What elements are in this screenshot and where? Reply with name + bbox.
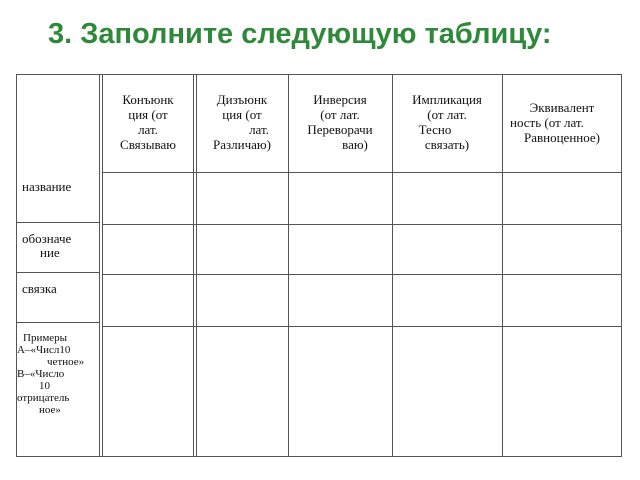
table-col-divider (193, 74, 194, 457)
table-cell[interactable] (197, 225, 288, 274)
table-cell[interactable] (393, 327, 502, 456)
column-header-equivalence: Эквивалент ность (от лат. Равноценное) (510, 100, 600, 145)
table-cell[interactable] (103, 327, 193, 456)
column-header-inversion: Инверсия (от лат. Переворачи ваю) (307, 92, 373, 152)
page-title: 3. Заполните следующую таблицу: (48, 18, 552, 50)
row-label-name: название (22, 179, 72, 194)
table-cell[interactable] (503, 275, 621, 326)
table-border-bottom (16, 456, 622, 457)
table-cell[interactable] (393, 225, 502, 274)
table-cell[interactable] (103, 173, 193, 224)
row-label-notation: обозначе ние (22, 231, 72, 260)
table-cell[interactable] (289, 275, 392, 326)
table-cell[interactable] (289, 327, 392, 456)
table-cell[interactable] (197, 173, 288, 224)
table-cell[interactable] (197, 327, 288, 456)
table-cell[interactable] (197, 275, 288, 326)
table-cell[interactable] (103, 275, 193, 326)
table-border-right (621, 74, 622, 457)
column-header-disjunction: Дизъюнк ция (от лат. Различаю) (213, 92, 271, 152)
table-cell[interactable] (503, 327, 621, 456)
table-border-top (16, 74, 622, 75)
table-cell[interactable] (393, 173, 502, 224)
row-label-connective: связка (22, 281, 57, 296)
table-cell[interactable] (503, 173, 621, 224)
table-row-divider (16, 272, 100, 273)
table-cell[interactable] (503, 225, 621, 274)
column-header-conjunction: Конъюнк ция (от лат. Связываю (120, 92, 176, 152)
table-cell[interactable] (289, 173, 392, 224)
table-cell[interactable] (393, 275, 502, 326)
column-header-implication: Импликация (от лат. Тесно связать) (412, 92, 482, 152)
row-label-examples: Примеры А–«Числ10 четное» В–«Число 10 отрицатель ное» (17, 332, 85, 416)
table-col-divider (99, 74, 100, 457)
table-row-divider (16, 322, 100, 323)
table-cell[interactable] (103, 225, 193, 274)
table-cell[interactable] (289, 225, 392, 274)
table-row-divider (16, 222, 100, 223)
